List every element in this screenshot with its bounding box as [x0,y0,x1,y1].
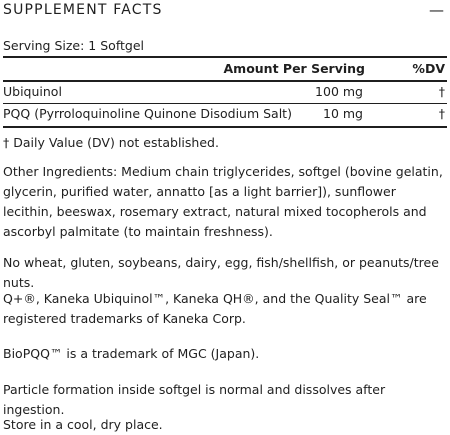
storage-note: Store in a cool, dry place. [3,417,163,432]
table-row [3,106,447,124]
particle-note: Particle formation inside softgel is normal and dissolves after ingestion. [3,382,386,417]
section-title: SUPPLEMENT FACTS [3,2,163,18]
dv-footnote: † Daily Value (DV) not established. [3,135,219,150]
table-header-rule [3,80,447,82]
other-ingredients: Other Ingredients: Medium chain triglycerides, softgel (bovine gelatin, glycerin, purified water, annatto [as a light barrier]), sunflower lecithin, beeswax, rosemary extract, natural mixed tocopherols and ascorbyl palmitate (to maintain freshness). [3,164,443,239]
nutrient-name: PQQ (Pyrroloquinoline Quinone Disodium Salt) [3,106,292,121]
table-bottom-rule [3,126,447,128]
row-divider [3,103,447,104]
nutrient-dv: † [438,84,445,99]
nutrient-dv: † [438,106,445,121]
table-row [3,84,447,102]
collapse-icon[interactable]: — [429,0,444,19]
kaneka-trademarks: Q+®, Kaneka Ubiquinol™, Kaneka QH®, and the Quality Seal™ are registered trademarks of Kaneka Corp. [3,291,427,326]
table-header-row [3,61,447,79]
nutrient-amount: 10 mg [323,106,363,121]
nutrient-name: Ubiquinol [3,84,62,99]
biopqq-trademark: BioPQQ™ is a trademark of MGC (Japan). [3,346,260,361]
table-top-rule [3,56,447,58]
dv-header: %DV [412,61,445,76]
amount-header: Amount Per Serving [223,61,365,76]
serving-size: Serving Size: 1 Softgel [3,38,144,53]
section-header[interactable] [3,0,446,20]
allergen-statement: No wheat, gluten, soybeans, dairy, egg, fish/shellfish, or peanuts/tree nuts. [3,255,439,290]
nutrient-amount: 100 mg [315,84,363,99]
